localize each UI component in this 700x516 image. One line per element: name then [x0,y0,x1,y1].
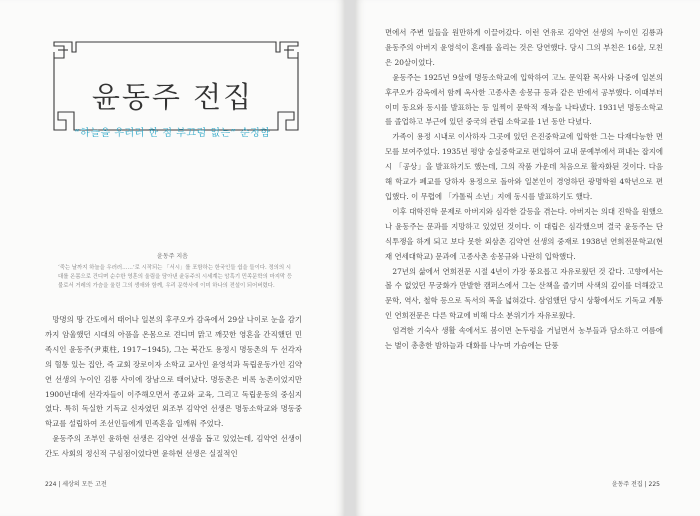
paragraph: 망명의 땅 간도에서 태어나 일본의 후쿠오카 감옥에서 29살 나이로 눈을 감기까지 암울했던 시대의 아픔을 온몸으로 견디며 맑고 깨끗한 영혼을 간직했던 민족시인 윤동주(尹東柱, 1917~1945), 그는 북간도 용정시 명동촌의 두 선각자의 혈통 있는 집안, 즉 교회 장로이자 소학교 교사인 윤영석과 독립운동가인 김약연 선생의 누이인 김룡 사이에 장남으로 태어났다. 명동촌은 비록 농촌이었지만 1900년대에 선각자들이 이주해오면서 종교와 교육, 그리고 독립운동의 중심지였다. 특히 독실한 기독교 신자였던 외조부 김약연 선생은 명동소학교와 명동중학교를 설립하여 조선인들에게 민족혼을 일깨워 주었다. [45,315,302,429]
page-folio-left: 224 | 세상의 모든 고전 [45,481,107,488]
page-folio-right: 윤동주 전집 | 225 [611,481,660,488]
paragraph: 27년의 삶에서 연희전문 시절 4년이 가장 풍요롭고 자유로웠던 것 같다. 고향에서는 볼 수 없었던 무궁화가 만발한 캠퍼스에서 그는 산책을 즐기며 사색의 깊이를 더해갔고 문학, 역사, 철학 등으로 독서의 폭을 넓혀갔다. 삼엄했던 당시 상황에서도 기독교 계통인 연희전문은 다른 학교에 비해 다소 분위기가 자유로웠다. [385,266,663,321]
book-subtitle: “하늘을 우러러 한 점 부끄럼 없는” 순정함 [74,128,271,139]
paragraph: 윤동주는 1925년 9살에 명동소학교에 입학하여 고노 문익환 목사와 나중에 일본의 후쿠오카 감옥에서 함께 옥사한 고종사촌 송몽규 등과 같은 반에서 공부했다. 이때부터 이미 동요와 동시를 발표하는 등 일찍이 문학적 재능을 나타냈다. 1931년 명동소학교를 졸업하고 부근에 있던 중국의 관립 소학교를 1년 동안 다녔다. [385,72,663,127]
paragraph: 엄격한 기숙사 생활 속에서도 봄이면 논두렁을 거닐면서 농부들과 담소하고 여름에는 별이 총총한 밤하늘과 대화를 나누며 가슴에는 단풍 [385,326,663,351]
paragraph: 윤동주의 조부인 윤하현 선생은 김약연 선생을 돕고 있었는데, 김약연 선생이 간도 사회의 정신적 구심점이었다면 윤하현 선생은 실질적인 [45,434,302,459]
author-line: 윤동주 지음 [157,253,188,260]
book-title: 윤동주 전집 [91,80,254,114]
paragraph: 면에서 주변 일들을 원만하게 이끌어갔다. 이런 연유로 김약연 선생의 누이인 김룡과 윤동주의 아버지 윤영석이 혼례를 올리는 것은 당연했다. 당시 그의 부친은 16살, 모친은 20살이었다. [385,28,663,67]
left-page [0,0,345,516]
epigraph: ‘죽는 날까지 하늘을 우러러……’로 시작되는 「서시」를 포함하는 한국인들 쉽을 들이다. 정의의 시대를 온몸으로 건디며 순수한 영혼의 울림을 담아낸 윤동주의 시세계는 암흑기 민족문학의 마지막 등불로서 거레의 가슴을 울린 그의 생애와 함께, 우리 문학사에 이미 하나의 전설이 되어버렸다. [58,265,293,289]
paragraph: 가족이 용정 시내로 이사하자 그곳에 있던 은진중학교에 입학한 그는 다재다능한 면모를 보여주었다. 1935년 평양 숭실중학교로 편입하여 교내 문예부에서 펴내는 잡지에 시 「공상」을 발표하기도 했는데, 그의 작품 가운데 처음으로 활자화된 것이다. 다음 해 학교가 폐교를 당하자 용정으로 돌아와 일본인이 경영하던 광명학원 4학년으로 편입했다. 이 무렵에 「가톨릭 소년」지에 동시를 발표하기도 했다. [385,132,663,201]
right-body-text [385,26,663,354]
book-gutter [345,0,355,516]
right-page [355,0,700,516]
paragraph: 이후 대학진학 문제로 아버지와 심각한 갈등을 겪는다. 아버지는 의대 진학을 원했으나 윤동주는 문과를 지망하고 있었던 것이다. 이 대립은 심각했으며 결국 윤동주는 단식투쟁을 하게 되고 보다 못한 외삼촌 김약연 선생의 중재로 1938년 연희전문학교(현재 연세대학교) 문과에 고종사촌 송몽규와 나란히 입학했다. [385,206,663,261]
left-body-text [45,313,302,462]
